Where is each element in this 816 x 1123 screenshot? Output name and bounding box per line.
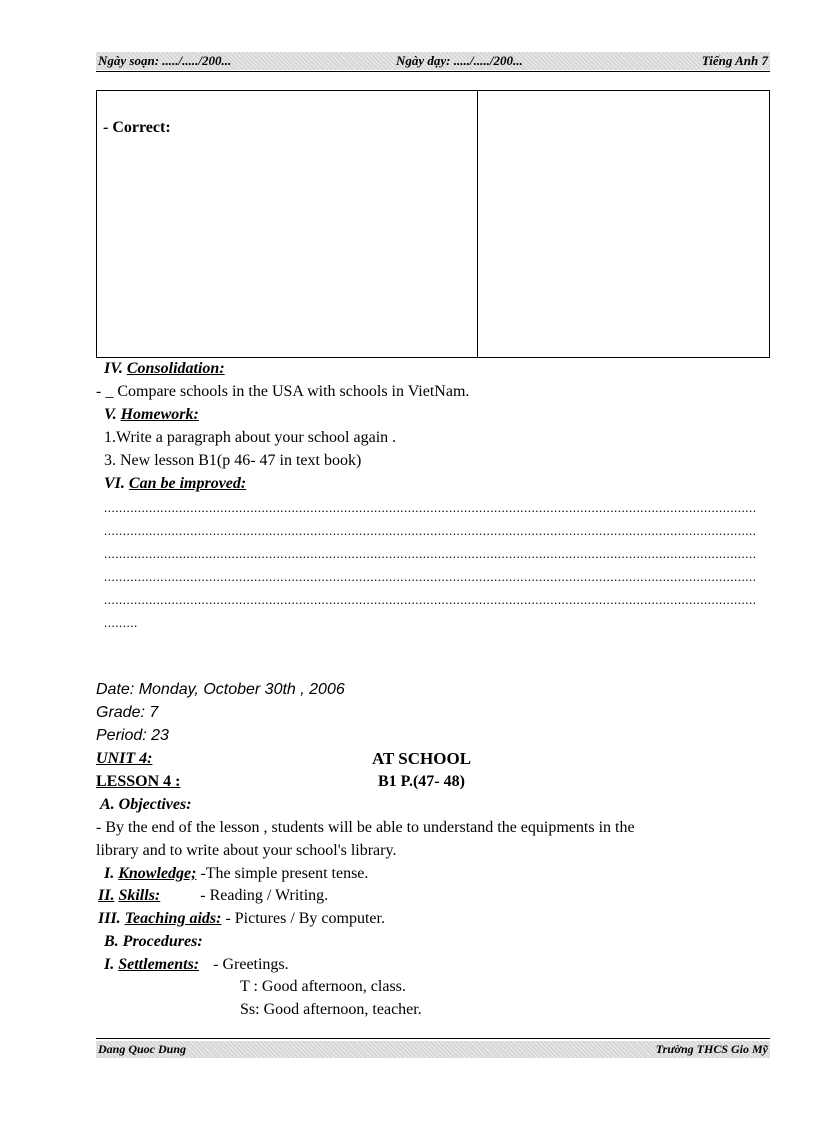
settlements-num: I. [104, 956, 115, 973]
skills-row [98, 886, 328, 906]
teach-date: Ngày dạy: ...../...../200... [396, 53, 523, 68]
dotted-line-3: .............................................................................................................................................................................. [104, 546, 757, 561]
lesson-table [96, 90, 770, 358]
dotted-line-6: ......... [104, 615, 138, 630]
aids-text: - Pictures / By computer. [225, 910, 385, 927]
homework-heading [104, 405, 199, 425]
settlements-title: Settlements: [118, 956, 200, 973]
objectives-line-2: library and to write about your school's library. [96, 842, 397, 859]
knowledge-num: I. [104, 865, 115, 882]
homework-item-1: 1.Write a paragraph about your school again . [104, 429, 397, 446]
correct-label: - Correct: [103, 119, 171, 136]
aids-num: III. [98, 910, 121, 927]
dialog-line-1: T : Good afternoon, class. [240, 978, 406, 995]
page-header [96, 52, 770, 70]
skills-text: - Reading / Writing. [200, 887, 329, 904]
objectives-title: A. Objectives: [100, 796, 192, 813]
homework-num: V. [104, 406, 117, 423]
lesson-label: LESSON 4 : [96, 773, 181, 790]
knowledge-title: Knowledge; [118, 865, 197, 882]
aids-row [98, 909, 385, 929]
lesson-title: B1 P.(47- 48) [378, 773, 465, 790]
skills-title: Skills: [118, 887, 161, 904]
dialog-line-2: Ss: Good afternoon, teacher. [240, 1001, 422, 1018]
homework-item-2: 3. New lesson B1(p 46- 47 in text book) [104, 452, 362, 469]
improved-heading [104, 474, 246, 494]
knowledge-text: -The simple present tense. [200, 865, 369, 882]
objectives-heading [100, 795, 192, 815]
lesson-period: Period: 23 [96, 727, 169, 744]
footer-author: Dang Quoc Dung [98, 1042, 187, 1056]
objectives-line-1: - By the end of the lesson , students will be able to understand the equipments in the [96, 819, 635, 836]
skills-num: II. [98, 887, 115, 904]
footer-school: Trường THCS Gio Mỹ [655, 1042, 768, 1056]
consolidation-item: - _ Compare schools in the USA with schools in VietNam. [96, 383, 470, 400]
unit-label: UNIT 4: [96, 750, 153, 767]
dotted-line-1: .............................................................................................................................................................................. [104, 500, 757, 515]
subject-label: Tiếng Anh 7 [701, 53, 768, 68]
footer-rule [96, 1038, 770, 1039]
consolidation-num: IV. [104, 360, 123, 377]
lesson-date: Date: Monday, October 30th , 2006 [96, 681, 345, 698]
improved-title: Can be improved: [128, 475, 247, 492]
prep-date: Ngày soạn: ...../...../200... [98, 53, 232, 68]
settlements-text: - Greetings. [213, 956, 289, 973]
settlements-row [104, 955, 289, 975]
consolidation-heading [104, 359, 225, 379]
homework-title: Homework: [120, 406, 199, 423]
knowledge-row [104, 864, 368, 884]
improved-num: VI. [104, 475, 125, 492]
consolidation-title: Consolidation: [126, 360, 225, 377]
table-divider [477, 91, 478, 357]
dotted-line-4: .............................................................................................................................................................................. [104, 569, 757, 584]
header-rule [96, 71, 770, 72]
page-footer [96, 1041, 770, 1058]
dotted-line-5: .............................................................................................................................................................................. [104, 592, 757, 607]
aids-title: Teaching aids: [124, 910, 222, 927]
unit-title: AT SCHOOL [372, 749, 472, 768]
lesson-grade: Grade: 7 [96, 704, 159, 721]
procedures-heading: B. Procedures: [104, 933, 203, 950]
dotted-line-2: .............................................................................................................................................................................. [104, 523, 757, 538]
